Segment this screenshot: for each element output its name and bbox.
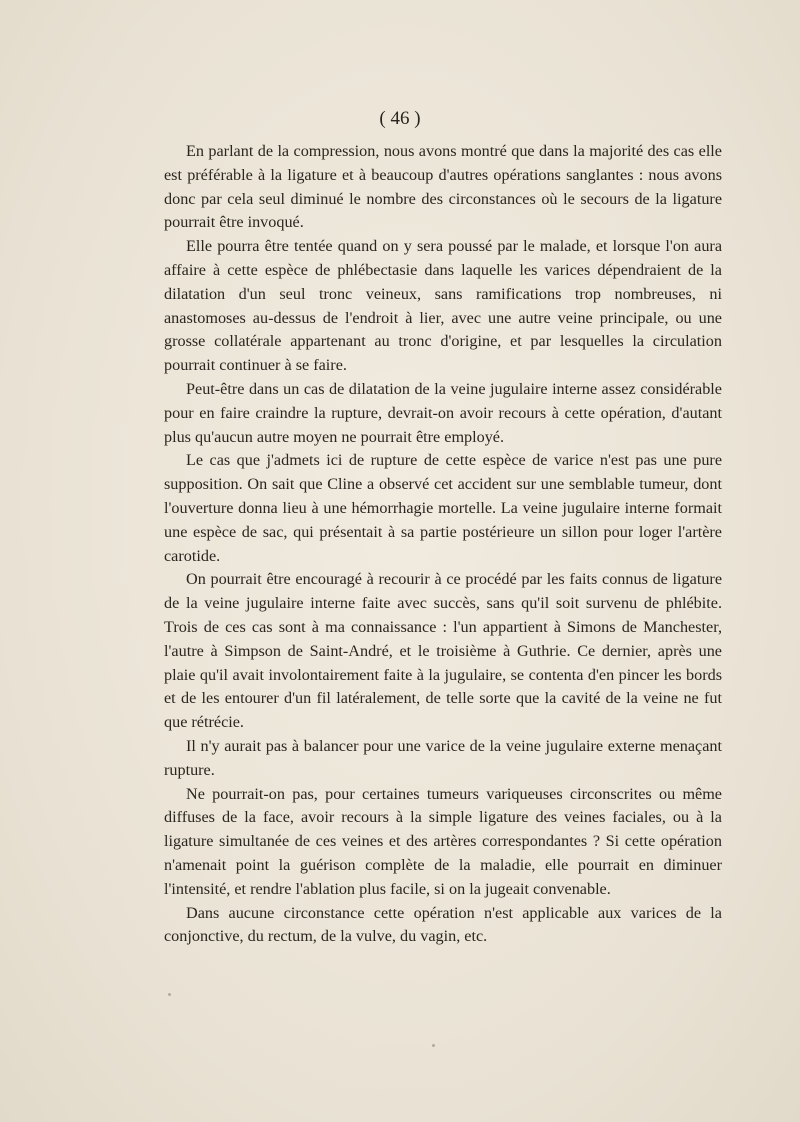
paragraph-jugular-dilatation: Peut-être dans un cas de dilatation de la veine jugulaire interne assez considérable pour en faire craindre la rupture, devrait-on avoir recours à cette opération, d'autant plus qu'aucun autre moyen ne pourrait être employé. <box>164 379 722 446</box>
page-number: ( 46 ) <box>379 108 421 129</box>
paragraph-known-ligatures: On pourrait être encouragé à recourir à ce procédé par les faits connus de ligature de la veine jugulaire interne faite avec succès, sans qu'il soit survenu de phlébite. Trois de ces cas sont à ma connaissance : l'un appartient à Simons de Manchester, l'autre à Simpson de Saint-André, et le troisième à Guthrie. Ce dernier, après une plaie qu'il avait involontairement faite à la jugulaire, se contenta d'en pincer les bords et de les entourer d'un fil latéralement, de telle sorte que la cavité de la veine ne fut que rétrécie. <box>164 570 722 732</box>
paragraph-cline-case: Le cas que j'admets ici de rupture de cette espèce de varice n'est pas une pure supposition. On sait que Cline a observé cet accident sur une semblable tumeur, dont l'ouverture donna lieu à une hémorrhagie mortelle. La veine jugulaire interne formait une espèce de sac, qui présentait à sa partie postérieure un sillon pour loger l'artère carotide. <box>164 451 722 565</box>
paragraph-external-jugular: Il n'y aurait pas à balancer pour une varice de la veine jugulaire externe menaçant rupture. <box>164 736 722 779</box>
paragraph-not-applicable: Dans aucune circonstance cette opération n'est applicable aux varices de la conjonctive, du rectum, de la vulve, du vagin, etc. <box>164 903 722 946</box>
paragraph-compression: En parlant de la compression, nous avons montré que dans la majorité des cas elle est préférable à la ligature et à beaucoup d'autres opérations sanglantes : nous avons donc par cela seul diminué le nombre des circonstances où le secours de la ligature pourrait être invoqué. <box>164 142 722 232</box>
body-text <box>164 140 722 949</box>
paper-speck <box>432 1044 435 1047</box>
paragraph-facial-tumors: Ne pourrait-on pas, pour certaines tumeurs variqueuses circonscrites ou même diffuses de la face, avoir recours à la simple ligature des veines faciales, ou à la ligature simultanée de ces veines et des artères correspondantes ? Si cette opération n'amenait point la guérison complète de la maladie, elle pourrait en diminuer l'intensité, et rendre l'ablation plus facile, si on la jugeait convenable. <box>164 784 722 898</box>
paper-speck <box>168 993 171 996</box>
paragraph-ligature-conditions: Elle pourra être tentée quand on y sera poussé par le malade, et lorsque l'on aura affaire à cette espèce de phlébectasie dans laquelle les varices dépendraient de la dilatation d'un seul tronc veineux, sans ramifications trop nombreuses, ni anastomoses au-dessus de l'endroit à lier, avec une autre veine principale, ou une grosse collatérale appartenant au tronc d'origine, et par lesquelles la circulation pourrait continuer à se faire. <box>164 237 722 375</box>
